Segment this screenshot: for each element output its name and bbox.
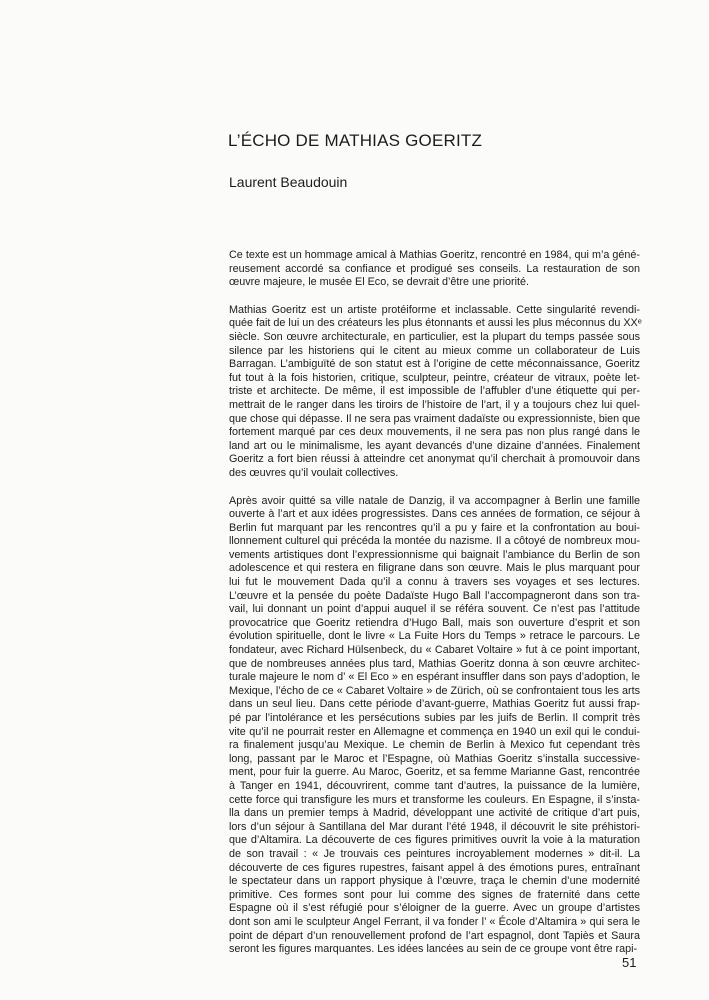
text-line: vail, lui donnant un point d’appui auquel il se référa souvent. Ce n’est pas l’attitude <box>229 603 640 616</box>
text-line: à Tanger en 1941, découvrirent, comme tant d’autres, la puissance de la lumière, <box>229 779 640 792</box>
text-line: L’œuvre et la pensée du poète Dadaïste Hugo Ball l’accompagneront dans son tra- <box>229 589 640 602</box>
text-line: primitive. Ces formes sont pour lui comme des signes de fraternité dans cette <box>229 888 640 901</box>
text-line: lors d’un séjour à Santillana del Mar durant l’été 1948, il découvrit le site préhistori- <box>229 820 640 833</box>
text-line: œuvre majeure, le musée El Eco, se devrait d’être une priorité. <box>229 276 530 289</box>
text-line: vite qu’il ne pourrait rester en Allemagne et commença en 1940 un exil qui le condui- <box>229 725 640 738</box>
text-line: de son travail : « Je trouvais ces peintures incroyablement modernes » dit-il. La <box>229 847 640 860</box>
text-line: Mathias Goeritz est un artiste protéiforme et inclassable. Cette singularité revendi- <box>229 303 640 316</box>
text-line: reusement accordé sa confiance et prodigué ses conseils. La restauration de son <box>229 262 640 275</box>
text-line: mettrait de le ranger dans les tiroirs de l’histoire de l’art, il y a toujours chez lui quel- <box>229 398 640 411</box>
text-line: des œuvres qu’il voulait collectives. <box>229 466 399 479</box>
page-number: 51 <box>622 955 637 970</box>
text-line: Espagne où il s’est réfugié pour s’éloigner de la guerre. Avec un groupe d’artistes <box>229 902 640 915</box>
text-line: le spectateur dans un rapport physique à l’œuvre, traça le chemin d’une modernité <box>229 875 640 888</box>
text-line: dans un seul lieu. Dans cette période d’avant-guerre, Mathias Goeritz fut aussi frap- <box>229 698 640 711</box>
paragraph <box>229 495 640 957</box>
text-line: siècle. Son œuvre architecturale, en particulier, est la plupart du temps passée sous <box>229 330 640 343</box>
text-line: que d’Altamira. La découverte de ces figures primitives ouvrit la voie à la maturation <box>229 834 640 847</box>
text-line: fondateur, avec Richard Hülsenbeck, du « Cabaret Voltaire » fut à ce point important, <box>229 644 640 657</box>
text-line: turale majeure le nom d’ « El Eco » en espérant insuffler dans son pays d’adoption, le <box>229 671 640 684</box>
text-line: pé par l’intolérance et les persécutions subies par les juifs de Berlin. Il comprit très <box>229 712 640 724</box>
text-line: seront les figures marquantes. Les idées lancées au sein de ce groupe vont être rapi- <box>229 943 638 956</box>
text-line: évolution spirituelle, dont le livre « La Fuite Hors du Temps » retrace le parcours. Le <box>229 630 640 643</box>
text-line: vements artistiques dont l’expressionnisme qui baignait l’ambiance du Berlin de son <box>229 548 640 561</box>
text-line: lui fut le mouvement Dada qu’il a connu à travers ses voyages et ses lectures. <box>229 576 640 589</box>
text-line: Ce texte est un hommage amical à Mathias Goeritz, rencontré en 1984, qui m’a géné- <box>229 249 640 261</box>
text-line: long, passant par le Maroc et l’Espagne, où Mathias Goeritz s’installa successive- <box>229 752 640 765</box>
text-line: découverte de ces figures rupestres, faisant appel à des émotions pures, entraînant <box>229 861 640 874</box>
text-line: Mexique, l’écho de ce « Cabaret Voltaire » de Zürich, où se confrontaient tous les arts <box>229 684 640 697</box>
text-line: fortement marqué par ces deux mouvements, il ne sera pas non plus rangé dans le <box>229 426 640 439</box>
article-title: L’ÉCHO DE MATHIAS GOERITZ <box>228 131 483 150</box>
text-line: Barragan. L’ambiguïté de son statut est à l’origine de cette méconnaissance, Goeritz <box>229 358 640 371</box>
text-line: adolescence et qui restera en filigrane dans son œuvre. Mais le plus marquant pour <box>229 562 640 575</box>
text-line: triste et architecte. De même, il est impossible de l’affubler d’une étiquette qui per- <box>229 385 640 398</box>
text-line: quée fait de lui un des créateurs les plus étonnants et aussi les plus méconnus du XXᵉ <box>229 317 642 330</box>
text-line: provocatrice que Goeritz retiendra d’Hugo Ball, mais son ouverture d’esprit et son <box>229 616 640 629</box>
author-name: Laurent Beaudouin <box>229 174 348 190</box>
text-line: ment, pour fuir la guerre. Au Maroc, Goeritz, et sa femme Marianne Gast, rencontrée <box>229 766 640 779</box>
text-line: que de nombreuses années plus tard, Mathias Goeritz donna à son œuvre architec- <box>229 657 640 670</box>
text-line: llonnement culturel qui précéda la montée du nazisme. Il a côtoyé de nombreux mou- <box>229 535 640 548</box>
text-line: cette force qui transfigure les murs et transforme les couleurs. En Espagne, il s’insta- <box>229 793 640 806</box>
article-body <box>229 249 640 957</box>
text-line: dont son ami le sculpteur Angel Ferrant, il va fonder l’ « École d’Altamira » qui sera le <box>229 915 640 928</box>
text-line: land art ou le minimalisme, les ayant devancés d’une dizaine d’années. Finalement <box>229 439 640 452</box>
text-line: ouverte à l’art et aux idées progressistes. Dans ces années de formation, ce séjour à <box>229 508 640 521</box>
text-line: silence par les historiens qui le citent au mieux comme un collaborateur de Luis <box>229 344 640 357</box>
text-line: Berlin fut marquant par les rencontres qu’il a pu y faire et la confrontation au boui- <box>229 521 640 534</box>
paragraph <box>229 304 640 481</box>
text-line: fut tout à la fois historien, critique, sculpteur, peintre, créateur de vitraux, poète let- <box>229 371 640 384</box>
text-line: que chose qui dépasse. Il ne sera pas vraiment dadaïste ou expressionniste, bien que <box>229 412 641 425</box>
paragraph <box>229 249 640 290</box>
text-line: Après avoir quitté sa ville natale de Danzig, il va accompagner à Berlin une famille <box>229 494 640 507</box>
text-line: ra finalement jusqu’au Mexique. Le chemin de Berlin à Mexico fut cependant très <box>229 739 640 752</box>
text-line: point de départ d’un renouvellement profond de l’art espagnol, dont Tapiès et Saura <box>229 929 640 942</box>
text-line: Goeritz a fort bien réussi à atteindre cet anonymat qu’il cherchait à promouvoir dans <box>229 453 640 466</box>
text-line: lla dans un premier temps à Madrid, développant une activité de critique d’art puis, <box>229 807 640 820</box>
